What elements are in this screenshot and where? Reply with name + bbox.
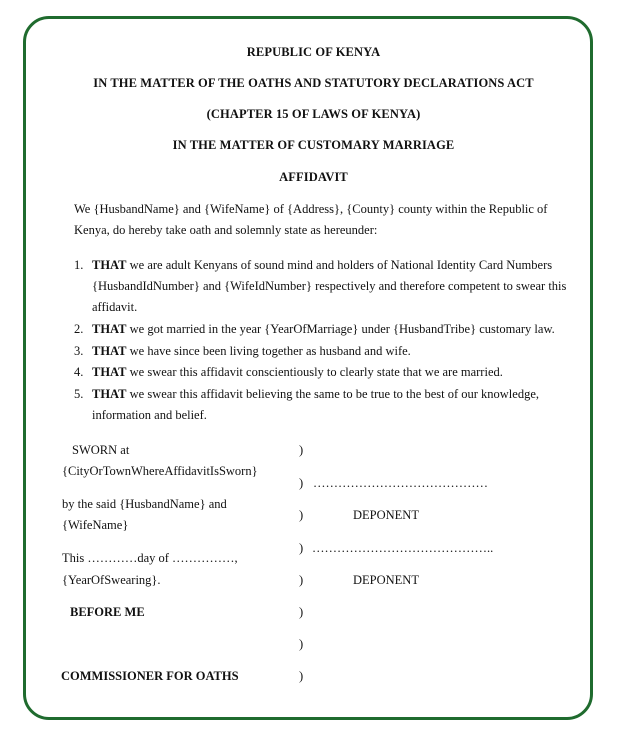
jurat-by-said: by the said {HusbandName} and (62, 497, 227, 511)
item-5-line-2: information and belief. (92, 408, 207, 422)
item-3-number: 3. (74, 344, 84, 358)
item-4-text: we swear this affidavit conscientiously to clearly state that we are married. (126, 365, 503, 379)
item-5-text: we swear this affidavit believing the same to be true to the best of our knowledge, (126, 387, 539, 401)
intro-line-1: We {HusbandName} and {WifeName} of {Address}, {County} county within the Republic of (74, 202, 548, 216)
item-4-number: 4. (74, 365, 84, 379)
intro-line-2: Kenya, do hereby take oath and solemnly state as hereunder: (74, 223, 378, 237)
jurat-before-me: BEFORE ME (70, 605, 145, 619)
item-3-keyword: THAT (92, 344, 127, 358)
jurat-commissioner: COMMISSIONER FOR OATHS (61, 669, 239, 683)
jurat-paren-3: ) (299, 508, 304, 522)
jurat-paren-2: ) (299, 476, 304, 490)
jurat-paren-6: ) (299, 605, 304, 619)
jurat-place: {CityOrTownWhereAffidavitIsSworn} (62, 464, 258, 478)
husband-deponent-label: DEPONENT (353, 508, 419, 522)
jurat-this-day: This …………day of ……………, (62, 551, 238, 565)
item-1-line-1 (92, 255, 552, 276)
item-2-text: we got married in the year {YearOfMarriage} under {HusbandTribe} customary law. (126, 322, 555, 336)
jurat-paren-7: ) (299, 637, 304, 651)
heading-affidavit: AFFIDAVIT (279, 170, 348, 184)
jurat-paren-1: ) (299, 443, 304, 457)
item-2-number: 2. (74, 322, 84, 336)
item-1-text: we are adult Kenyans of sound mind and holders of National Identity Card Numbers (126, 258, 553, 272)
jurat-year: {YearOfSwearing}. (62, 573, 161, 587)
item-2-line-1 (92, 319, 555, 340)
wife-signature-line: …………………………………….. (312, 541, 494, 555)
jurat-paren-5: ) (299, 573, 304, 587)
item-1-number: 1. (74, 258, 84, 272)
jurat-paren-4: ) (299, 541, 304, 555)
jurat-sworn-at: SWORN at (72, 443, 130, 457)
item-4-line-1 (92, 362, 503, 383)
jurat-wife: {WifeName} (62, 518, 129, 532)
item-1-keyword: THAT (92, 258, 127, 272)
item-5-line-1 (92, 384, 539, 405)
heading-customary: IN THE MATTER OF CUSTOMARY MARRIAGE (172, 138, 455, 152)
jurat-paren-8: ) (299, 669, 304, 683)
item-3-line-1 (92, 341, 411, 362)
item-2-keyword: THAT (92, 322, 127, 336)
item-5-number: 5. (74, 387, 84, 401)
heading-oaths-act: IN THE MATTER OF THE OATHS AND STATUTORY DECLARATIONS ACT (93, 76, 534, 90)
heading-republic: REPUBLIC OF KENYA (246, 45, 381, 59)
item-1-line-3: affidavit. (92, 300, 138, 314)
husband-signature-line: …………………………………… (313, 476, 488, 490)
item-4-keyword: THAT (92, 365, 127, 379)
heading-chapter: (CHAPTER 15 OF LAWS OF KENYA) (206, 107, 421, 121)
item-1-line-2: {HusbandIdNumber} and {WifeIdNumber} respectively and therefore competent to swear this (92, 279, 567, 293)
wife-deponent-label: DEPONENT (353, 573, 419, 587)
item-3-text: we have since been living together as husband and wife. (126, 344, 411, 358)
item-5-keyword: THAT (92, 387, 127, 401)
